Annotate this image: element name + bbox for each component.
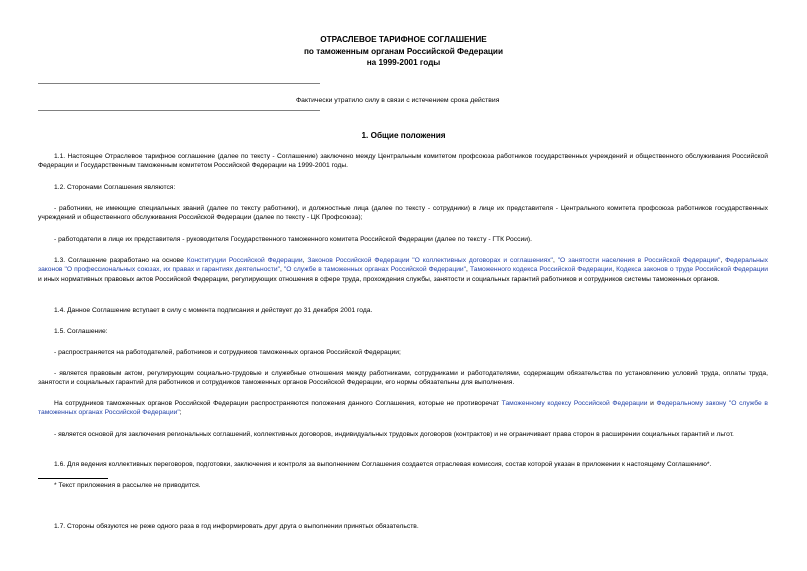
- paragraph-basis: - является основой для заключения региональных соглашений, коллективных договоров, индивидуальных трудовых договоров (контрактов) и не ограничивает права сторон в расширении социальных гарантий и льгот.: [54, 431, 734, 438]
- link-labor-code[interactable]: Кодекса законов о труде Российской Федерации: [616, 266, 769, 274]
- paragraph-1-2: 1.2. Сторонами Соглашения являются:: [54, 184, 176, 191]
- text-fragment: ,: [302, 257, 308, 264]
- title-line-3: на 1999-2001 годы: [366, 58, 441, 67]
- divider-top: [38, 83, 320, 84]
- text-fragment: На сотрудников таможенных органов Российской Федерации распространяются положения данного Соглашения, которые не противоречат: [54, 400, 502, 407]
- link-law-employment[interactable]: "О занятости населения в Российской Федерации": [557, 257, 721, 264]
- title-line-1: ОТРАСЛЕВОЕ ТАРИФНОЕ СОГЛАШЕНИЕ: [320, 35, 487, 44]
- link-law-trade-unions[interactable]: Федеральных законов "О профессиональных союзах, их правах и гарантиях деятельности": [38, 257, 769, 274]
- section-title: 1. Общие положения: [361, 131, 446, 140]
- link-constitution[interactable]: Конституции Российской Федерации: [186, 257, 303, 264]
- footnote-divider: [38, 478, 108, 479]
- link-law-collective-agreements[interactable]: Законов Российской Федерации "О коллективных договорах и соглашениях": [307, 257, 553, 264]
- text-fragment: ,: [552, 257, 558, 264]
- link-federal-law-customs-service[interactable]: Федеральному закону "О службе в таможенных органах Российской Федерации": [38, 400, 768, 417]
- paragraph-employers: - работодатели в лице их представителя - руководителя Государственного таможенного комитета Российской Федерации (далее по тексту - ГТК России).: [54, 236, 533, 243]
- paragraph-workers: - работники, не имеющие специальных званий (далее по тексту работники), и должностные лица (далее по тексту - сотрудники) в лице их представителя - Центрального комитета профсоюза работников государственных учреждений и общественного обслуживания Российской Федерации (далее по тексту - ЦК Профсоюза);: [38, 205, 768, 222]
- paragraph-1-7: 1.7. Стороны обязуются не реже одного раза в год информировать друг друга о выполнении принятых обязательств.: [54, 523, 419, 530]
- text-fragment: 1.3. Соглашение разработано на основе: [54, 257, 187, 264]
- footnote: * Текст приложения в рассылке не приводится.: [54, 482, 201, 489]
- paragraph-scope: - распространяется на работодателей, работников и сотрудников таможенных органов Российской Федерации;: [54, 349, 401, 356]
- text-fragment: ;: [179, 409, 182, 417]
- document-title: [0, 34, 807, 69]
- text-fragment: ,: [279, 266, 284, 274]
- text-fragment: ,: [612, 266, 617, 274]
- text-fragment: ,: [466, 266, 470, 274]
- paragraph-legal-act: - является правовым актом, регулирующим социально-трудовые и служебные отношения между работниками, сотрудниками и работодателями, содержащим обязательства по установлению условий труда, оплаты труда, занятости и социальных гарантий для работников и сотрудников таможенных органов Российской Федерации, его нормы обязательны для выполнения.: [38, 370, 768, 387]
- link-law-customs-service[interactable]: "О службе в таможенных органах Российской Федерации": [283, 266, 467, 274]
- paragraph-1-6: 1.6. Для ведения коллективных переговоров, подготовки, заключения и контроля за выполнением Соглашения создается отраслевая комиссия, состав которой указан в приложении к настоящему Соглашению*.: [54, 461, 712, 468]
- paragraph-1-3: [38, 256, 768, 284]
- link-customs-code-2[interactable]: Таможенному кодексу Российской Федерации: [501, 400, 648, 407]
- link-customs-code[interactable]: Таможенного кодекса Российской Федерации: [469, 266, 613, 274]
- paragraph-1-1: 1.1. Настоящее Отраслевое тарифное соглашение (далее по тексту - Соглашение) заключено между Центральным комитетом профсоюза работников государственных учреждений и общественного обслуживания Российской Федерации и Государственным таможенным комитетом Российской Федерации на 1999-2001 годы.: [38, 153, 768, 170]
- text-fragment: и иных нормативных правовых актов Российской Федерации, регулирующих отношения в сфере труда, прохождения службы, занятости и социальных гарантий работников и сотрудников системы таможенных органов.: [38, 275, 720, 283]
- text-fragment: ,: [720, 257, 726, 264]
- status-note: Фактически утратило силу в связи с истечением срока действия: [296, 97, 500, 104]
- paragraph-1-4: 1.4. Данное Соглашение вступает в силу с момента подписания и действует до 31 декабря 2001 года.: [54, 307, 373, 314]
- title-line-2: по таможенным органам Российской Федерации: [303, 46, 503, 56]
- divider-bottom: [38, 110, 320, 111]
- text-fragment: и: [647, 400, 657, 407]
- paragraph-1-5: 1.5. Соглашение:: [54, 328, 108, 335]
- paragraph-customs-officers: [38, 399, 768, 418]
